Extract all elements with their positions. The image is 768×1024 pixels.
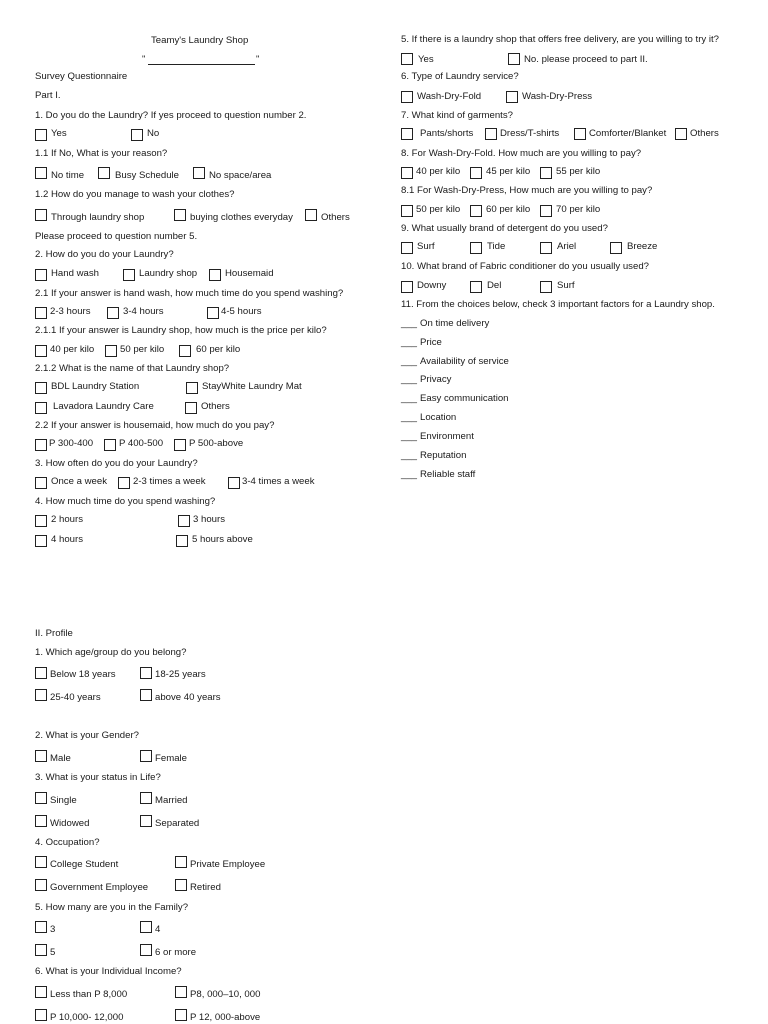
checkbox-above-40[interactable] <box>140 689 152 701</box>
option-label: 3 hours <box>193 514 225 525</box>
checkbox-once-a-week[interactable] <box>35 477 47 489</box>
checkbox-5-hours-above[interactable] <box>176 535 188 547</box>
option-label: Yes <box>51 128 67 139</box>
checkbox-dress-tshirts[interactable] <box>485 128 497 140</box>
option-label: Laundry shop <box>139 268 198 279</box>
option-label: P 300-400 <box>49 438 94 449</box>
checkbox-private-employee[interactable] <box>175 856 187 868</box>
option-label: Others <box>201 401 230 412</box>
option-label: Dress/T-shirts <box>500 128 560 139</box>
factor-label: On time delivery <box>420 318 490 329</box>
option-label: Lavadora Laundry Care <box>53 401 154 412</box>
checkbox-wash-dry-press[interactable] <box>506 91 518 103</box>
option-label: Below 18 years <box>50 669 116 680</box>
checkbox-p400-500[interactable] <box>104 439 116 451</box>
checkbox-government-employee[interactable] <box>35 879 47 891</box>
checkbox-det-ariel[interactable] <box>540 242 552 254</box>
option-label: P 12, 000-above <box>190 1012 261 1023</box>
option-label: 40 per kilo <box>50 344 95 355</box>
option-label: 60 per kilo <box>196 344 241 355</box>
option-label: 70 per kilo <box>556 204 601 215</box>
checkbox-lavadora[interactable] <box>35 402 47 414</box>
option-label: 2-3 hours <box>50 306 91 317</box>
option-label: Separated <box>155 818 200 829</box>
checkbox-2-3-times[interactable] <box>118 477 130 489</box>
checkbox-separated[interactable] <box>140 815 152 827</box>
option-label: BDL Laundry Station <box>51 381 140 392</box>
blank-line[interactable]: ___ <box>401 431 418 442</box>
checkbox-press-70[interactable] <box>540 205 552 217</box>
checkbox-busy-schedule[interactable] <box>98 167 110 179</box>
blank-line[interactable]: ___ <box>401 318 418 329</box>
option-label: Widowed <box>50 818 90 829</box>
option-label: Less than P 8,000 <box>50 989 128 1000</box>
checkbox-50-per-kilo[interactable] <box>105 345 117 357</box>
question-2: 2. How do you do your Laundry? <box>35 249 174 260</box>
option-label: 25-40 years <box>50 692 101 703</box>
option-label: Ariel <box>557 241 577 252</box>
checkbox-q7-others[interactable] <box>675 128 687 140</box>
option-label: Tide <box>487 241 506 252</box>
checkbox-family-6-more[interactable] <box>140 944 152 956</box>
option-label: 2 hours <box>51 514 83 525</box>
option-label: 40 per kilo <box>416 166 461 177</box>
factor-label: Price <box>420 337 442 348</box>
checkbox-3-4-hours[interactable] <box>107 307 119 319</box>
checkbox-fab-surf[interactable] <box>540 281 552 293</box>
profile-q3: 3. What is your status in Life? <box>35 772 161 783</box>
question-7: 7. What kind of garments? <box>401 110 513 121</box>
name-blank-line[interactable] <box>148 64 255 65</box>
checkbox-fold-40[interactable] <box>401 167 413 179</box>
checkbox-40-per-kilo[interactable] <box>35 345 47 357</box>
checkbox-q5-no[interactable] <box>508 53 520 65</box>
option-label: Del <box>487 280 502 291</box>
question-3: 3. How often do you do your Laundry? <box>35 458 198 469</box>
profile-heading: II. Profile <box>35 628 73 639</box>
question-2-1-2: 2.1.2 What is the name of that Laundry shop? <box>35 363 230 374</box>
checkbox-q1-yes[interactable] <box>35 129 47 141</box>
profile-q4: 4. Occupation? <box>35 837 100 848</box>
checkbox-q1-no[interactable] <box>131 129 143 141</box>
checkbox-fab-del[interactable] <box>470 281 482 293</box>
checkbox-income-less-8000[interactable] <box>35 986 47 998</box>
checkbox-18-25[interactable] <box>140 667 152 679</box>
checkbox-3-4-times[interactable] <box>228 477 240 489</box>
checkbox-2-3-hours[interactable] <box>35 307 47 319</box>
checkbox-buying-clothes[interactable] <box>174 209 186 221</box>
option-label: 4 hours <box>51 534 83 545</box>
checkbox-fold-45[interactable] <box>470 167 482 179</box>
option-label: 2-3 times a week <box>133 476 206 487</box>
question-11: 11. From the choices below, check 3 important factors for a Laundry shop. <box>401 299 715 310</box>
blank-line[interactable]: ___ <box>401 337 418 348</box>
option-label: Wash-Dry-Press <box>522 91 592 102</box>
checkbox-bdl-laundry[interactable] <box>35 382 47 394</box>
checkbox-college-student[interactable] <box>35 856 47 868</box>
blank-line[interactable]: ___ <box>401 412 418 423</box>
part-one-heading: Part I. <box>35 90 61 101</box>
option-label: Yes <box>418 54 434 65</box>
checkbox-25-40[interactable] <box>35 689 47 701</box>
option-label: Others <box>690 128 719 139</box>
checkbox-family-3[interactable] <box>35 921 47 933</box>
option-label: Surf <box>417 241 435 252</box>
blank-line[interactable]: ___ <box>401 374 418 385</box>
profile-q2: 2. What is your Gender? <box>35 730 139 741</box>
checkbox-income-10000-12000[interactable] <box>35 1009 47 1021</box>
checkbox-below-18[interactable] <box>35 667 47 679</box>
checkbox-2-hours[interactable] <box>35 515 47 527</box>
checkbox-family-4[interactable] <box>140 921 152 933</box>
option-label: 55 per kilo <box>556 166 601 177</box>
option-label: Female <box>155 753 187 764</box>
option-label: College Student <box>50 859 119 870</box>
factor-label: Environment <box>420 431 474 442</box>
checkbox-income-12000-above[interactable] <box>175 1009 187 1021</box>
blank-line[interactable]: ___ <box>401 356 418 367</box>
option-label: P 10,000- 12,000 <box>50 1012 124 1023</box>
option-label: Private Employee <box>190 859 266 870</box>
option-label: 50 per kilo <box>120 344 165 355</box>
question-1-1: 1.1 If No, What is your reason? <box>35 148 168 159</box>
checkbox-pants-shorts[interactable] <box>401 128 413 140</box>
option-label: 4-5 hours <box>221 306 262 317</box>
question-1-2: 1.2 How do you manage to wash your clothes? <box>35 189 235 200</box>
checkbox-no-space[interactable] <box>193 167 205 179</box>
checkbox-retired[interactable] <box>175 879 187 891</box>
option-label: Pants/shorts <box>420 128 474 139</box>
option-label: 50 per kilo <box>416 204 461 215</box>
option-label: Surf <box>557 280 575 291</box>
option-label: 4 <box>155 924 161 935</box>
factor-label: Easy communication <box>420 393 509 404</box>
checkbox-q5-yes[interactable] <box>401 53 413 65</box>
checkbox-q2-1-2-others[interactable] <box>185 402 197 414</box>
option-label: 3-4 hours <box>123 306 164 317</box>
checkbox-fab-downy[interactable] <box>401 281 413 293</box>
option-label: Others <box>321 212 350 223</box>
checkbox-married[interactable] <box>140 792 152 804</box>
option-label: Retired <box>190 882 221 893</box>
option-label: 3-4 times a week <box>242 476 315 487</box>
option-label: Male <box>50 753 71 764</box>
question-2-1-1: 2.1.1 If your answer is Laundry shop, how much is the price per kilo? <box>35 325 327 336</box>
question-8-1: 8.1 For Wash-Dry-Press, How much are you willing to pay? <box>401 185 653 196</box>
blank-line[interactable]: ___ <box>401 469 418 480</box>
checkbox-no-time[interactable] <box>35 167 47 179</box>
checkbox-60-per-kilo[interactable] <box>179 345 191 357</box>
factor-label: Privacy <box>420 374 452 385</box>
proceed-note: Please proceed to question number 5. <box>35 231 198 242</box>
option-label: StayWhite Laundry Mat <box>202 381 302 392</box>
option-label: Busy Schedule <box>115 170 179 181</box>
question-8: 8. For Wash-Dry-Fold. How much are you willing to pay? <box>401 148 642 159</box>
option-label: No. please proceed to part II. <box>524 54 648 65</box>
option-label: 60 per kilo <box>486 204 531 215</box>
option-label: Wash-Dry-Fold <box>417 91 482 102</box>
option-label: P8, 000–10, 000 <box>190 989 261 1000</box>
option-label: Single <box>50 795 77 806</box>
option-label: 5 <box>50 947 56 958</box>
option-label: 3 <box>50 924 56 935</box>
checkbox-q1-2-others[interactable] <box>305 209 317 221</box>
option-label: Downy <box>417 280 447 291</box>
profile-q1: 1. Which age/group do you belong? <box>35 647 187 658</box>
checkbox-p300-400[interactable] <box>35 439 47 451</box>
option-label: Once a week <box>51 476 107 487</box>
checkbox-family-5[interactable] <box>35 944 47 956</box>
option-label: Hand wash <box>51 268 99 279</box>
checkbox-through-laundry-shop[interactable] <box>35 209 47 221</box>
option-label: above 40 years <box>155 692 221 703</box>
option-label: 18-25 years <box>155 669 206 680</box>
factor-label: Availability of service <box>420 356 509 367</box>
profile-q5: 5. How many are you in the Family? <box>35 902 189 913</box>
checkbox-press-60[interactable] <box>470 205 482 217</box>
checkbox-fold-55[interactable] <box>540 167 552 179</box>
quote-close: " <box>256 54 260 65</box>
option-label: Through laundry shop <box>51 212 145 223</box>
checkbox-3-hours[interactable] <box>178 515 190 527</box>
option-label: 6 or more <box>155 947 197 958</box>
profile-q6: 6. What is your Individual Income? <box>35 966 182 977</box>
checkbox-laundry-shop[interactable] <box>123 269 135 281</box>
question-1: 1. Do you do the Laundry? If yes proceed to question number 2. <box>35 110 307 121</box>
option-label: No space/area <box>209 170 272 181</box>
question-5: 5. If there is a laundry shop that offers free delivery, are you willing to try it? <box>401 34 719 45</box>
factor-label: Reliable staff <box>420 469 476 480</box>
option-label: buying clothes everyday <box>190 212 293 223</box>
question-10: 10. What brand of Fabric conditioner do you usually used? <box>401 261 649 272</box>
checkbox-det-surf[interactable] <box>401 242 413 254</box>
checkbox-income-8000-10000[interactable] <box>175 986 187 998</box>
checkbox-wash-dry-fold[interactable] <box>401 91 413 103</box>
checkbox-4-hours[interactable] <box>35 535 47 547</box>
blank-line[interactable]: ___ <box>401 393 418 404</box>
checkbox-staywhite[interactable] <box>186 382 198 394</box>
checkbox-male[interactable] <box>35 750 47 762</box>
checkbox-det-breeze[interactable] <box>610 242 622 254</box>
quote-open: " <box>142 54 146 65</box>
option-label: Housemaid <box>225 268 274 279</box>
form-title: Teamy's Laundry Shop <box>151 35 249 46</box>
option-label: Breeze <box>627 241 658 252</box>
option-label: P 400-500 <box>119 438 164 449</box>
blank-line[interactable]: ___ <box>401 450 418 461</box>
option-label: Government Employee <box>50 882 149 893</box>
question-2-1: 2.1 If your answer is hand wash, how much time do you spend washing? <box>35 288 344 299</box>
option-label: Comforter/Blanket <box>589 128 667 139</box>
question-4: 4. How much time do you spend washing? <box>35 496 216 507</box>
checkbox-press-50[interactable] <box>401 205 413 217</box>
factor-label: Reputation <box>420 450 467 461</box>
checkbox-comforter-blanket[interactable] <box>574 128 586 140</box>
question-9: 9. What usually brand of detergent do you used? <box>401 223 608 234</box>
checkbox-det-tide[interactable] <box>470 242 482 254</box>
option-label: No time <box>51 170 85 181</box>
option-label: Married <box>155 795 188 806</box>
checkbox-hand-wash[interactable] <box>35 269 47 281</box>
checkbox-female[interactable] <box>140 750 152 762</box>
checkbox-single[interactable] <box>35 792 47 804</box>
question-6: 6. Type of Laundry service? <box>401 71 519 82</box>
checkbox-4-5-hours[interactable] <box>207 307 219 319</box>
checkbox-housemaid[interactable] <box>209 269 221 281</box>
question-2-2: 2.2 If your answer is housemaid, how much do you pay? <box>35 420 275 431</box>
factor-label: Location <box>420 412 457 423</box>
checkbox-widowed[interactable] <box>35 815 47 827</box>
option-label: No <box>147 128 160 139</box>
survey-title: Survey Questionnaire <box>35 71 128 82</box>
option-label: 5 hours above <box>192 534 253 545</box>
option-label: 45 per kilo <box>486 166 531 177</box>
checkbox-p500-above[interactable] <box>174 439 186 451</box>
option-label: P 500-above <box>189 438 244 449</box>
